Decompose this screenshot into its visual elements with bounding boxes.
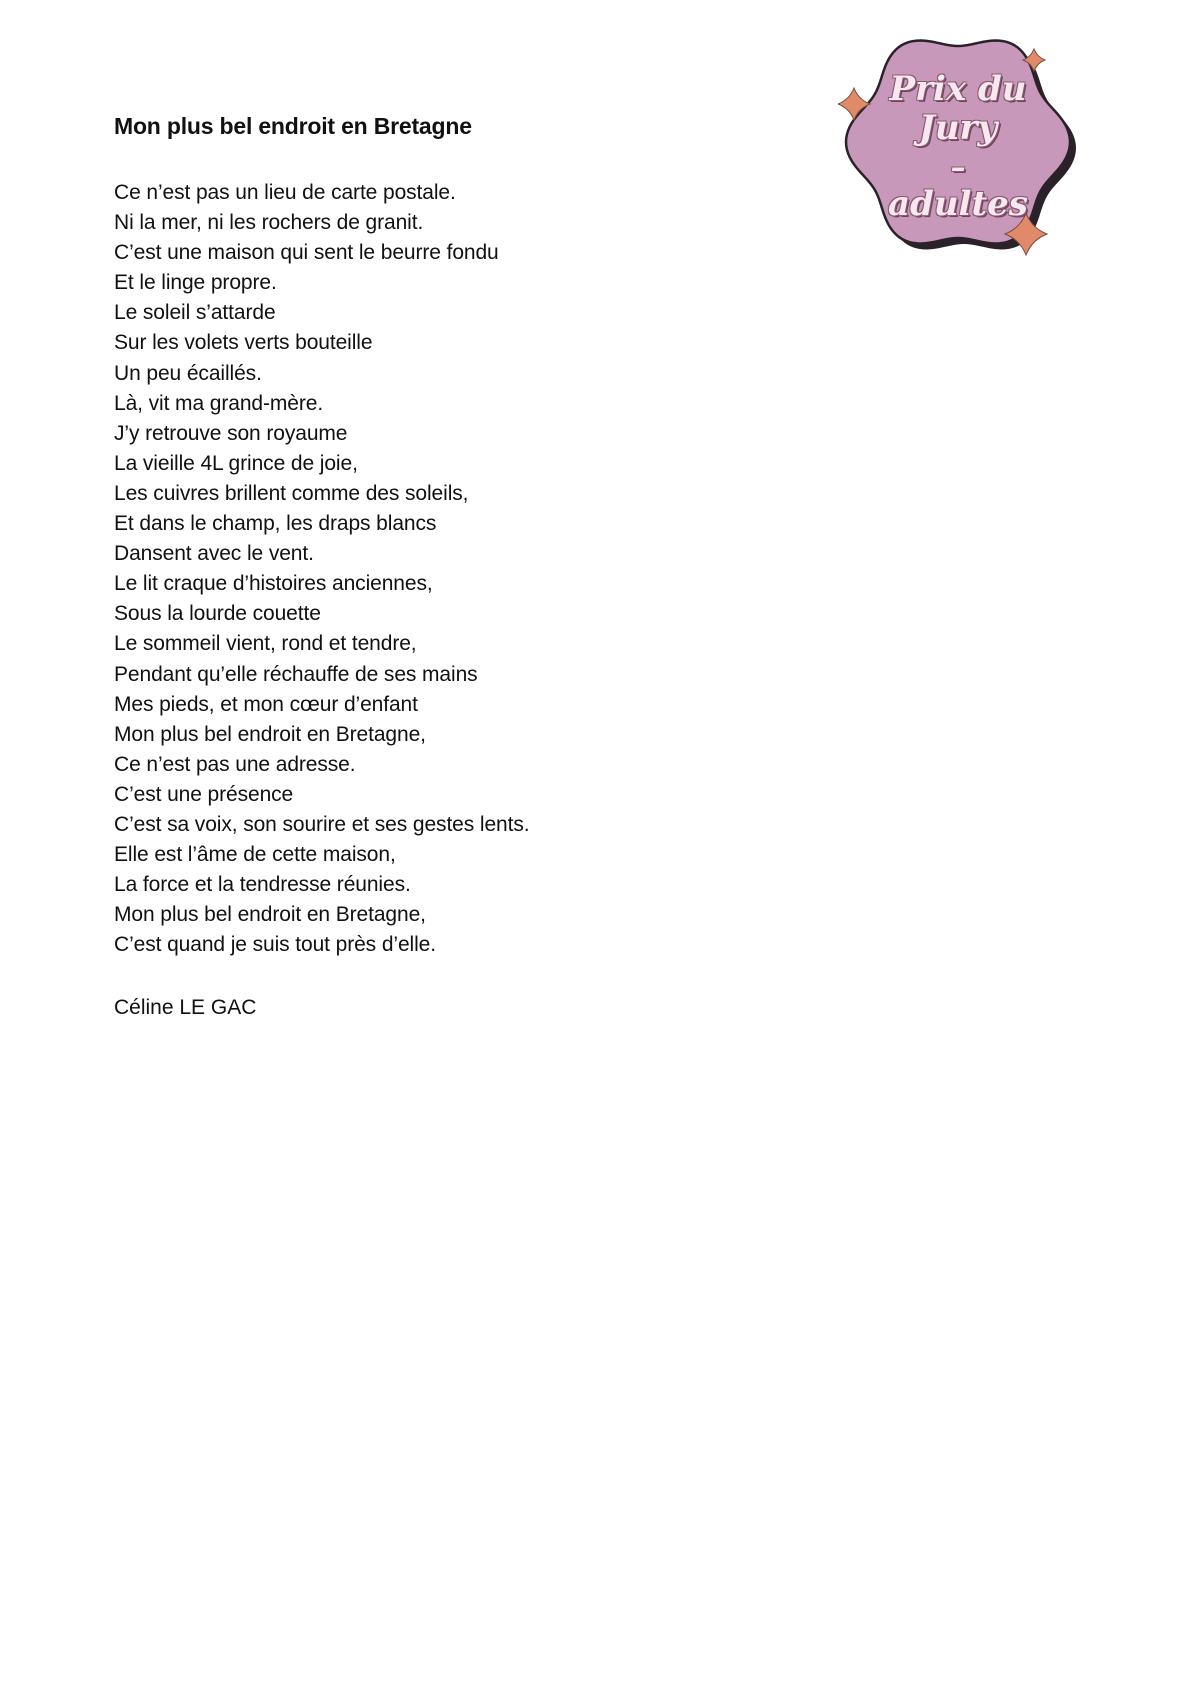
poem-line: Un peu écaillés. xyxy=(114,361,262,385)
poem-line: Le sommeil vient, rond et tendre, xyxy=(114,632,417,656)
poem-line: Ce n’est pas un lieu de carte postale. xyxy=(114,181,456,204)
poem-line: Dansent avec le vent. xyxy=(114,542,314,566)
poem-line: Les cuivres brillent comme des soleils, xyxy=(114,481,469,505)
poem-line: Le soleil s’attarde xyxy=(114,301,276,325)
poem-line: La force et la tendresse réunies. xyxy=(114,873,411,897)
poem-line: Elle est l’âme de cette maison, xyxy=(114,843,396,867)
poem-line: Et le linge propre. xyxy=(114,271,277,295)
document-title: Mon plus bel endroit en Bretagne xyxy=(114,113,472,139)
badge-line-jury: Jury xyxy=(918,108,998,148)
poem-line: C’est une présence xyxy=(114,782,294,806)
award-badge xyxy=(838,24,1090,268)
poem-line: Le lit craque d’histoires anciennes, xyxy=(114,572,433,596)
poem-line: Mon plus bel endroit en Bretagne, xyxy=(114,722,426,746)
poem-line: La vieille 4L grince de joie, xyxy=(114,451,358,475)
poem-line: C’est une maison qui sent le beurre fondu xyxy=(114,241,499,265)
poem-line: Mes pieds, et mon cœur d’enfant xyxy=(114,692,418,716)
poem-line: Sous la lourde couette xyxy=(114,602,321,626)
poem-line: J’y retrouve son royaume xyxy=(114,421,348,445)
badge-label xyxy=(838,24,1078,268)
author-signature: Céline LE GAC xyxy=(114,996,257,1019)
poem-line: C’est sa voix, son sourire et ses gestes lents. xyxy=(114,812,530,836)
poem-line: C’est quand je suis tout près d’elle. xyxy=(114,933,436,957)
poem-line: Mon plus bel endroit en Bretagne, xyxy=(114,903,426,927)
badge-line-prix: Prix du xyxy=(889,69,1027,109)
badge-line-adultes: adultes xyxy=(888,184,1028,224)
poem-line: Et dans le champ, les draps blancs xyxy=(114,512,437,536)
poem-line: Pendant qu’elle réchauffe de ses mains xyxy=(114,662,478,686)
badge-line-dash: – xyxy=(950,150,966,185)
poem-line: Ni la mer, ni les rochers de granit. xyxy=(114,211,424,235)
poem-line: Ce n’est pas une adresse. xyxy=(114,752,356,776)
poem-body xyxy=(114,178,530,960)
poem-line: Sur les volets verts bouteille xyxy=(114,331,373,355)
poem-line: Là, vit ma grand-mère. xyxy=(114,391,324,415)
